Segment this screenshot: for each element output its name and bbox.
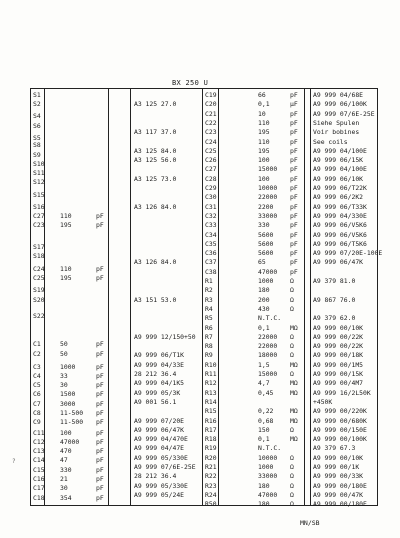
part-number: A3 125 27.0	[134, 100, 177, 109]
right-code: C19	[205, 91, 217, 99]
right-unit: Ω	[290, 332, 294, 341]
right-code: R15	[205, 407, 217, 416]
left-unit: pF	[96, 274, 104, 283]
left-unit: pF	[96, 264, 104, 273]
right-part-number: A9 867 76.0	[313, 295, 356, 304]
left-value: 110	[60, 264, 72, 273]
right-part-number: A9 999 06/47K	[313, 258, 364, 267]
right-code: C29	[205, 184, 217, 192]
left-value: 11-500	[60, 418, 84, 427]
right-value: 10	[258, 109, 266, 118]
left-code: S8	[33, 141, 41, 150]
right-value: 0,22	[258, 407, 274, 416]
right-code: R13	[205, 388, 217, 397]
right-code: R21	[205, 463, 217, 471]
right-part-number: A9 999 16/2L50K	[313, 388, 371, 397]
right-unit: pF	[290, 118, 298, 127]
left-code: C12	[33, 437, 45, 446]
right-code: R5	[205, 314, 213, 323]
left-code: C11	[33, 428, 45, 437]
right-code: R12	[205, 379, 217, 388]
left-code: S10	[33, 159, 45, 168]
left-value: 110	[60, 211, 72, 220]
part-number: 28 212 36.4	[134, 370, 177, 378]
right-unit: pF	[290, 128, 298, 137]
right-value: 1,5	[258, 360, 270, 369]
right-unit: Ω	[290, 453, 294, 462]
left-code: S4	[33, 112, 41, 121]
right-value: 33000	[258, 211, 278, 220]
right-part-number: A9 999 07/6E-25E	[313, 109, 375, 118]
right-code: R7	[205, 332, 213, 341]
part-number: A9 999 04/33E	[134, 360, 185, 369]
left-code: S11	[33, 169, 45, 178]
right-code: C36	[205, 249, 217, 258]
left-unit: pF	[96, 437, 104, 446]
footer-initials: MN/SB	[300, 519, 320, 527]
left-value: 47000	[60, 437, 80, 446]
right-code: R16	[205, 416, 217, 425]
right-unit: pF	[290, 211, 298, 220]
right-value: 5600	[258, 249, 274, 258]
left-code: S16	[33, 202, 45, 211]
part-number: A9 999 06/47K	[134, 425, 185, 434]
right-unit: pF	[290, 258, 298, 267]
right-value: 0,68	[258, 416, 274, 425]
left-unit: pF	[96, 475, 104, 484]
right-value: 47000	[258, 490, 278, 499]
left-value: 1500	[60, 390, 76, 399]
right-unit: pF	[290, 249, 298, 258]
right-part-number: A9 379 81.0	[313, 277, 356, 285]
column-divider	[108, 88, 109, 506]
left-code: C24	[33, 264, 45, 273]
left-unit: pF	[96, 493, 104, 502]
right-part-number: A9 999 04/100E	[313, 146, 367, 155]
right-code: R22	[205, 472, 217, 481]
right-part-number: A9 999 07/20E-100E	[313, 249, 383, 258]
right-value: N.T.C.	[258, 314, 282, 323]
right-unit: pF	[290, 146, 298, 155]
left-value: 195	[60, 221, 72, 230]
right-value: 5600	[258, 239, 274, 248]
left-unit: pF	[96, 371, 104, 380]
right-value: 15000	[258, 370, 278, 378]
right-part-number: A9 999 00/150E	[313, 425, 367, 434]
left-code: S18	[33, 251, 45, 260]
right-value: 5600	[258, 230, 274, 239]
right-code: R50	[205, 500, 217, 509]
right-value: 195	[258, 146, 270, 155]
left-code: S2	[33, 100, 41, 109]
left-unit: pF	[96, 221, 104, 230]
left-code: C6	[33, 390, 41, 399]
left-unit: pF	[96, 362, 104, 371]
right-unit: MΩ	[290, 416, 298, 425]
right-value: 47000	[258, 267, 278, 276]
left-code: C16	[33, 475, 45, 484]
left-value: 470	[60, 447, 72, 456]
left-value: 21	[60, 475, 68, 484]
left-code: C27	[33, 211, 45, 220]
left-code: C18	[33, 493, 45, 502]
right-value: 22000	[258, 193, 278, 202]
left-code: S1	[33, 91, 41, 99]
right-unit: MΩ	[290, 388, 298, 397]
part-number: A3 125 73.0	[134, 174, 177, 183]
right-part-number: A9 999 06/2K2	[313, 193, 364, 202]
left-code: C3	[33, 362, 41, 371]
part-number: A9 999 05/3K	[134, 388, 181, 397]
right-code: R17	[205, 425, 217, 434]
right-value: 0,1	[258, 323, 270, 332]
left-value: 1000	[60, 362, 76, 371]
right-part-number: See coils	[313, 137, 348, 146]
right-code: C32	[205, 211, 217, 220]
right-value: 22000	[258, 342, 278, 351]
right-part-number: A9 999 00/22K	[313, 342, 364, 351]
right-unit: pF	[290, 165, 298, 174]
right-code: R20	[205, 453, 217, 462]
left-code: C8	[33, 409, 41, 418]
right-part-number: A9 999 00/1M5	[313, 360, 364, 369]
left-value: 195	[60, 274, 72, 283]
right-part-number: A9 379 62.0	[313, 314, 356, 323]
left-unit: pF	[96, 428, 104, 437]
part-number: A3 125 56.0	[134, 156, 177, 165]
page-title: BX 250 U	[172, 79, 209, 87]
left-unit: pF	[96, 349, 104, 358]
part-number: A9 999 04/1K5	[134, 379, 185, 388]
right-code: R4	[205, 304, 213, 313]
right-value: N.T.C.	[258, 444, 282, 453]
right-code: C28	[205, 174, 217, 183]
right-code: R8	[205, 342, 213, 351]
left-code: S9	[33, 150, 41, 159]
right-value: 2200	[258, 202, 274, 211]
right-part-number: A9 999 00/22K	[313, 332, 364, 341]
right-code: R19	[205, 444, 217, 453]
left-code: S20	[33, 295, 45, 304]
part-number: A9 999 05/330E	[134, 453, 188, 462]
right-part-number: A9 999 00/180E	[313, 481, 367, 490]
right-part-number: A9 999 06/10K	[313, 174, 364, 183]
left-unit: pF	[96, 484, 104, 493]
right-code: C26	[205, 156, 217, 165]
right-value: 110	[258, 118, 270, 127]
right-unit: pF	[290, 91, 298, 99]
part-number: A9 999 07/20E	[134, 416, 185, 425]
right-value: 200	[258, 295, 270, 304]
left-value: 33	[60, 371, 68, 380]
left-unit: pF	[96, 465, 104, 474]
right-code: C38	[205, 267, 217, 276]
left-code: S22	[33, 312, 45, 321]
left-code: C1	[33, 340, 41, 349]
right-code: C30	[205, 193, 217, 202]
right-part-number: A9 999 06/V5K6	[313, 221, 367, 230]
left-code: C15	[33, 465, 45, 474]
right-unit: MΩ	[290, 435, 298, 444]
part-number: 28 212 36.4	[134, 472, 177, 481]
left-value: 330	[60, 465, 72, 474]
right-code: R2	[205, 286, 213, 295]
right-value: 1000	[258, 277, 274, 285]
margin-mark: ?	[12, 458, 16, 465]
right-unit: MΩ	[290, 407, 298, 416]
left-unit: pF	[96, 447, 104, 456]
right-part-number: A9 999 00/15K	[313, 370, 364, 378]
right-unit: Ω	[290, 304, 294, 313]
column-divider	[218, 88, 219, 506]
right-unit: MΩ	[290, 379, 298, 388]
right-part-number: A9 999 06/T5K6	[313, 239, 367, 248]
right-code: C35	[205, 239, 217, 248]
part-number: A9 999 04/470E	[134, 435, 188, 444]
part-number: A3 126 84.0	[134, 202, 177, 211]
left-code: S15	[33, 190, 45, 199]
right-unit: Ω	[290, 342, 294, 351]
right-part-number: A9 999 06/100K	[313, 100, 367, 109]
right-code: R14	[205, 397, 217, 406]
right-unit: pF	[290, 267, 298, 276]
right-unit: pF	[290, 174, 298, 183]
right-code: C24	[205, 137, 217, 146]
left-value: 3000	[60, 399, 76, 408]
right-unit: pF	[290, 193, 298, 202]
right-part-number: A9 999 00/33K	[313, 472, 364, 481]
left-code: S6	[33, 121, 41, 130]
right-part-number: Siehe Spulen	[313, 118, 360, 127]
right-unit: MΩ	[290, 323, 298, 332]
part-number: A3 117 37.0	[134, 128, 177, 137]
right-code: R18	[205, 435, 217, 444]
column-divider	[130, 88, 131, 506]
right-part-number: A9 999 00/4M7	[313, 379, 364, 388]
right-part-number: A9 999 00/680K	[313, 416, 367, 425]
right-value: 0,45	[258, 388, 274, 397]
right-unit: pF	[290, 156, 298, 165]
left-code: C9	[33, 418, 41, 427]
left-unit: pF	[96, 399, 104, 408]
left-unit: pF	[96, 390, 104, 399]
left-unit: pF	[96, 456, 104, 465]
left-unit: pF	[96, 381, 104, 390]
left-code: C7	[33, 399, 41, 408]
right-unit: pF	[290, 202, 298, 211]
right-value: 100	[258, 174, 270, 183]
left-value: 50	[60, 340, 68, 349]
part-number: A9 999 05/330E	[134, 481, 188, 490]
right-part-number: A9 999 00/10K	[313, 323, 364, 332]
right-value: 110	[258, 137, 270, 146]
right-code: R6	[205, 323, 213, 332]
left-unit: pF	[96, 340, 104, 349]
left-code: S12	[33, 178, 45, 187]
right-code: R10	[205, 360, 217, 369]
right-code: C22	[205, 118, 217, 127]
left-value: 30	[60, 484, 68, 493]
right-code: R1	[205, 277, 213, 285]
right-part-number: Voir bobines	[313, 128, 360, 137]
right-code: C33	[205, 221, 217, 230]
right-unit: pF	[290, 137, 298, 146]
right-part-number: A9 999 06/V5K6	[313, 230, 367, 239]
right-part-number: A9 999 00/18K	[313, 351, 364, 360]
right-value: 10000	[258, 184, 278, 192]
right-part-number: A9 999 04/330E	[313, 211, 367, 220]
right-value: 22000	[258, 332, 278, 341]
right-unit: pF	[290, 109, 298, 118]
left-value: 50	[60, 349, 68, 358]
column-divider	[310, 88, 311, 506]
right-unit: Ω	[290, 286, 294, 295]
right-part-number: A9 999 00/100K	[313, 435, 367, 444]
part-number: A9 999 05/24E	[134, 490, 185, 499]
right-value: 430	[258, 304, 270, 313]
right-unit: Ω	[290, 351, 294, 360]
left-value: 11-500	[60, 409, 84, 418]
right-part-number: A9 999 06/T33K	[313, 202, 367, 211]
right-value: 66	[258, 91, 266, 99]
right-unit: Ω	[290, 500, 294, 509]
right-unit: Ω	[290, 277, 294, 285]
right-unit: Ω	[290, 295, 294, 304]
right-unit: MΩ	[290, 360, 298, 369]
right-value: 65	[258, 258, 266, 267]
left-value: 47	[60, 456, 68, 465]
right-value: 4,7	[258, 379, 270, 388]
right-code: R24	[205, 490, 217, 499]
left-unit: pF	[96, 409, 104, 418]
right-value: 180	[258, 500, 270, 509]
left-code: C2	[33, 349, 41, 358]
right-part-number: A9 379 67.3	[313, 444, 356, 453]
right-part-number: A9 999 00/1K	[313, 463, 360, 471]
right-code: R3	[205, 295, 213, 304]
left-code: C13	[33, 447, 45, 456]
right-unit: pF	[290, 184, 298, 192]
right-part-number: +450K	[313, 397, 333, 406]
column-divider	[304, 88, 305, 506]
left-unit: pF	[96, 211, 104, 220]
right-value: 180	[258, 286, 270, 295]
left-value: 100	[60, 428, 72, 437]
right-code: C31	[205, 202, 217, 211]
right-value: 195	[258, 128, 270, 137]
left-code: C14	[33, 456, 45, 465]
right-code: C27	[205, 165, 217, 174]
right-unit: µF	[290, 100, 298, 109]
column-divider	[202, 88, 203, 506]
right-value: 0,1	[258, 100, 270, 109]
part-number: A9 999 12/150+50	[134, 332, 196, 341]
part-number: A9 999 06/T1K	[134, 351, 185, 360]
right-unit: Ω	[290, 370, 294, 378]
left-value: 30	[60, 381, 68, 390]
right-value: 150	[258, 425, 270, 434]
right-code: C21	[205, 109, 217, 118]
right-code: C25	[205, 146, 217, 155]
part-number: A9 999 04/47E	[134, 444, 185, 453]
left-code: C25	[33, 274, 45, 283]
left-unit: pF	[96, 418, 104, 427]
right-part-number: A9 999 06/15K	[313, 156, 364, 165]
part-number: A9 999 07/6E-25E	[134, 463, 196, 471]
right-value: 10000	[258, 453, 278, 462]
right-code: R11	[205, 370, 217, 378]
right-unit: pF	[290, 239, 298, 248]
right-part-number: A9 999 00/180E	[313, 500, 367, 509]
left-value: 354	[60, 493, 72, 502]
right-part-number: A9 999 04/68E	[313, 91, 364, 99]
right-value: 1000	[258, 463, 274, 471]
right-unit: pF	[290, 230, 298, 239]
part-number: A3 125 84.0	[134, 146, 177, 155]
part-number: A3 151 53.0	[134, 295, 177, 304]
right-value: 180	[258, 481, 270, 490]
right-code: C34	[205, 230, 217, 239]
right-unit: Ω	[290, 472, 294, 481]
right-unit: Ω	[290, 425, 294, 434]
part-number: A9 001 56.1	[134, 397, 177, 406]
right-code: R23	[205, 481, 217, 490]
right-part-number: A9 999 00/220K	[313, 407, 367, 416]
right-part-number: A9 999 04/100E	[313, 165, 367, 174]
right-part-number: A9 999 06/T22K	[313, 184, 367, 192]
right-unit: Ω	[290, 490, 294, 499]
part-number: A3 126 84.0	[134, 258, 177, 267]
right-unit: pF	[290, 221, 298, 230]
right-unit: Ω	[290, 463, 294, 471]
left-code: C4	[33, 371, 41, 380]
right-part-number: A9 999 00/10K	[313, 453, 364, 462]
left-code: S5	[33, 133, 41, 142]
right-value: 33000	[258, 472, 278, 481]
right-code: R9	[205, 351, 213, 360]
left-code: S19	[33, 286, 45, 295]
right-part-number: A9 999 00/47K	[313, 490, 364, 499]
left-code: C23	[33, 221, 45, 230]
right-unit: Ω	[290, 481, 294, 490]
left-code: C17	[33, 484, 45, 493]
right-value: 18000	[258, 351, 278, 360]
right-code: C20	[205, 100, 217, 109]
right-value: 0,1	[258, 435, 270, 444]
left-code: S17	[33, 242, 45, 251]
left-code: C5	[33, 381, 41, 390]
right-value: 100	[258, 156, 270, 165]
right-code: C23	[205, 128, 217, 137]
right-code: C37	[205, 258, 217, 267]
right-value: 330	[258, 221, 270, 230]
right-value: 15000	[258, 165, 278, 174]
